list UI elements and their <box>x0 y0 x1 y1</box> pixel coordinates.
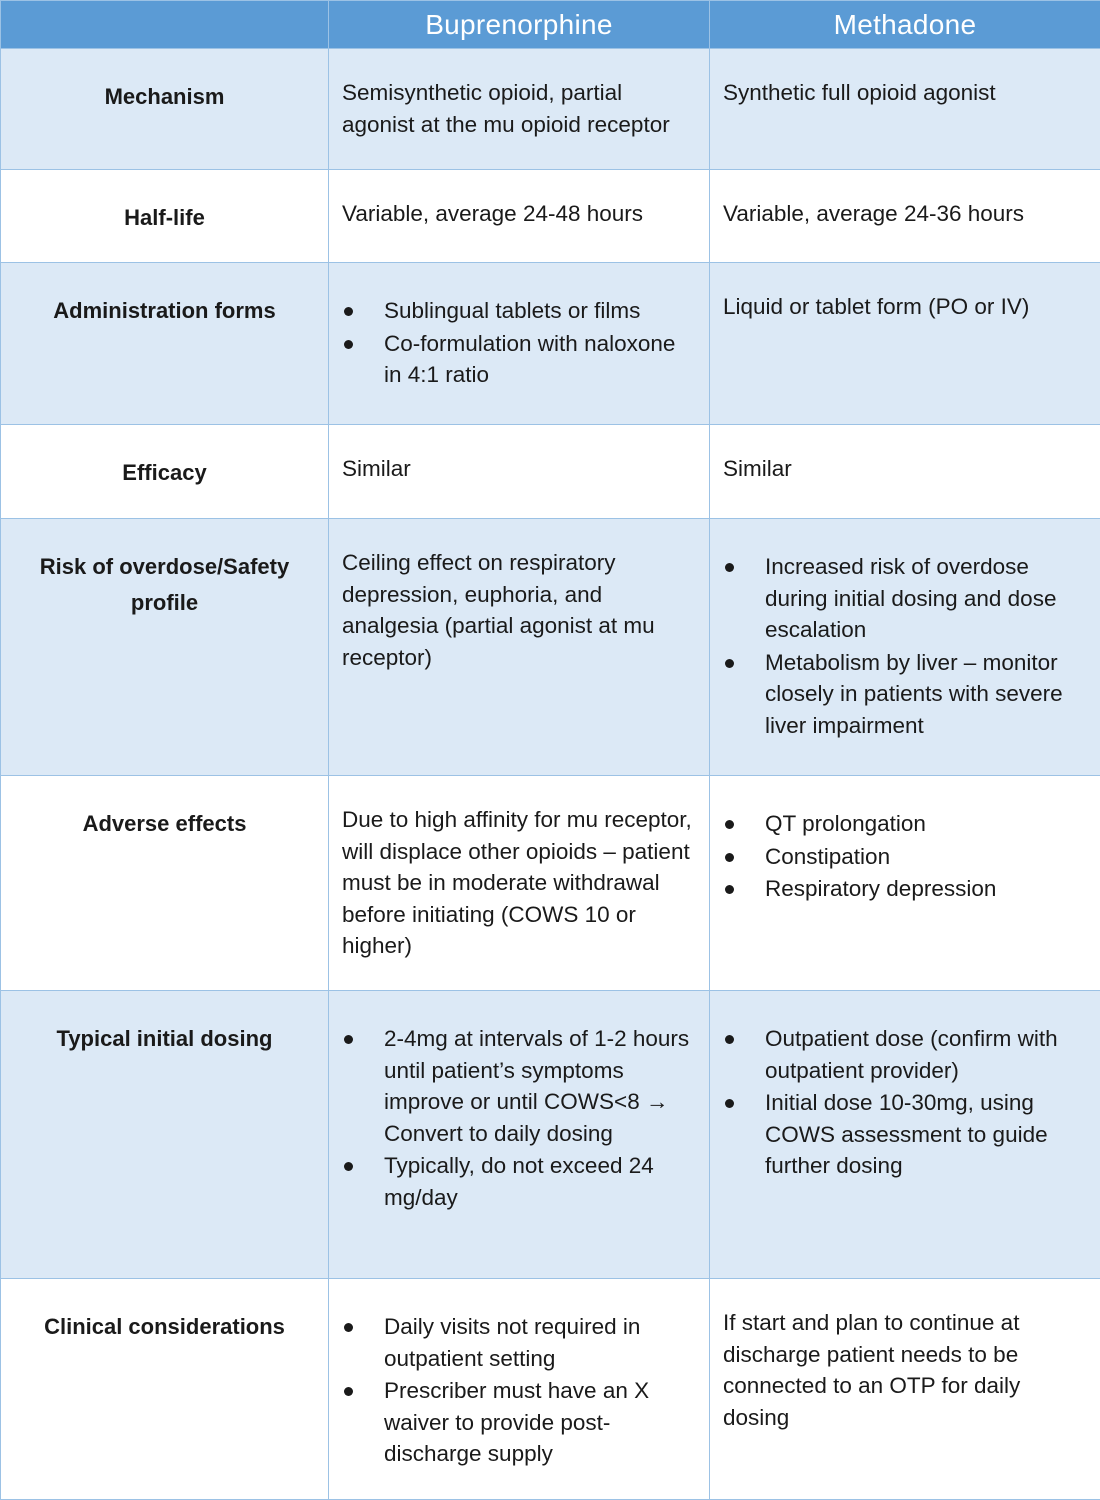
buprenorphine-cell <box>329 425 710 519</box>
methadone-cell <box>710 519 1100 776</box>
bullet-text: Sublingual tablets or films <box>384 298 641 323</box>
methadone-cell <box>710 49 1100 170</box>
bullet-text: Prescriber must have an X waiver to provide post-discharge supply <box>384 1378 650 1466</box>
bullet-text: Daily visits not required in outpatient setting <box>384 1314 641 1371</box>
bullet-icon <box>344 307 353 316</box>
buprenorphine-cell <box>329 1279 710 1500</box>
bullet-list <box>723 1023 1088 1182</box>
bullet-item <box>723 841 1088 873</box>
bullet-item <box>342 295 697 327</box>
bullet-list <box>723 808 1088 905</box>
cell-text: Similar <box>342 456 411 481</box>
bullet-text: QT prolongation <box>765 811 926 836</box>
bullet-icon <box>725 1035 734 1044</box>
bullet-icon <box>725 820 734 829</box>
bullet-icon <box>344 1035 353 1044</box>
bullet-item <box>342 328 697 391</box>
row-efficacy <box>1 425 1100 519</box>
bullet-text: Constipation <box>765 843 891 869</box>
cell-text: Synthetic full opioid agonist <box>723 80 996 105</box>
row-administration-forms <box>1 263 1100 425</box>
methadone-header: Methadone <box>710 1 1100 49</box>
row-label: Risk of overdose/Safety profile <box>1 519 329 776</box>
bullet-icon <box>344 1162 353 1171</box>
buprenorphine-cell <box>329 49 710 170</box>
bullet-item <box>342 1023 697 1149</box>
bullet-text: Respiratory depression <box>765 876 997 901</box>
bullet-icon <box>344 1387 353 1396</box>
cell-text: Similar <box>723 456 792 481</box>
bullet-item <box>723 551 1088 646</box>
buprenorphine-cell <box>329 519 710 776</box>
bullet-item <box>723 647 1088 742</box>
row-label: Half-life <box>1 170 329 263</box>
bullet-text: 2-4mg at intervals of 1-2 hours until patient’s symptoms improve or until COWS<8 → Convert to daily dosing <box>384 1026 690 1146</box>
row-label: Typical initial dosing <box>1 991 329 1279</box>
bullet-icon <box>725 563 734 572</box>
bullet-icon <box>725 1099 734 1108</box>
bullet-list <box>342 1311 697 1470</box>
row-typical-initial-dosing <box>1 991 1100 1279</box>
buprenorphine-cell <box>329 776 710 991</box>
bullet-item <box>723 1023 1088 1086</box>
row-label: Mechanism <box>1 49 329 170</box>
bullet-list <box>342 1023 697 1213</box>
bullet-item <box>342 1375 697 1470</box>
bullet-text: Increased risk of overdose during initial dosing and dose escalation <box>765 554 1057 642</box>
cell-text: Liquid or tablet form (PO or IV) <box>723 294 1030 319</box>
corner-header <box>1 1 329 49</box>
header-row <box>1 1 1100 49</box>
cell-text: Due to high affinity for mu receptor, will displace other opioids – patient must be in moderate withdrawal before initiating (COWS 10 or higher) <box>342 807 692 958</box>
bullet-item <box>723 1087 1088 1182</box>
row-mechanism <box>1 49 1100 170</box>
cell-text: Ceiling effect on respiratory depression, euphoria, and analgesia (partial agonist at mu receptor) <box>342 550 655 670</box>
buprenorphine-cell <box>329 170 710 263</box>
bullet-text: Metabolism by liver – monitor closely in patients with severe liver impairment <box>765 649 1063 738</box>
row-label: Efficacy <box>1 425 329 519</box>
methadone-cell <box>710 170 1100 263</box>
bullet-icon <box>725 885 734 894</box>
buprenorphine-cell <box>329 263 710 425</box>
bullet-text: Initial dose 10-30mg, using COWS assessment to guide further dosing <box>765 1090 1048 1178</box>
bullet-list <box>723 551 1088 741</box>
bullet-item <box>723 873 1088 905</box>
bullet-list <box>342 295 697 391</box>
buprenorphine-cell <box>329 991 710 1279</box>
bullet-text: Typically, do not exceed 24 mg/day <box>384 1153 654 1210</box>
methadone-cell <box>710 425 1100 519</box>
bullet-item <box>723 808 1088 840</box>
buprenorphine-header: Buprenorphine <box>329 1 710 49</box>
row-adverse-effects <box>1 776 1100 991</box>
cell-text: Variable, average 24-48 hours <box>342 201 644 226</box>
cell-text: Variable, average 24-36 hours <box>723 201 1025 226</box>
cell-text: Semisynthetic opioid, partial agonist at the mu opioid receptor <box>342 80 670 137</box>
cell-text: If start and plan to continue at discharge patient needs to be connected to an OTP for daily dosing <box>723 1310 1021 1430</box>
bullet-icon <box>725 853 734 862</box>
methadone-cell <box>710 263 1100 425</box>
methadone-cell <box>710 991 1100 1279</box>
row-clinical-considerations <box>1 1279 1100 1500</box>
row-label: Clinical considerations <box>1 1279 329 1500</box>
row-half-life <box>1 170 1100 263</box>
bullet-text: Outpatient dose (confirm with outpatient provider) <box>765 1026 1058 1083</box>
bullet-icon <box>344 340 353 349</box>
bullet-text: Co-formulation with naloxone in 4:1 ratio <box>384 330 676 387</box>
methadone-cell <box>710 776 1100 991</box>
row-label: Adverse effects <box>1 776 329 991</box>
bullet-icon <box>725 659 734 668</box>
bullet-item <box>342 1150 697 1213</box>
methadone-cell <box>710 1279 1100 1500</box>
row-label: Administration forms <box>1 263 329 425</box>
bullet-item <box>342 1311 697 1374</box>
bullet-icon <box>344 1323 353 1332</box>
row-risk-of-overdose <box>1 519 1100 776</box>
